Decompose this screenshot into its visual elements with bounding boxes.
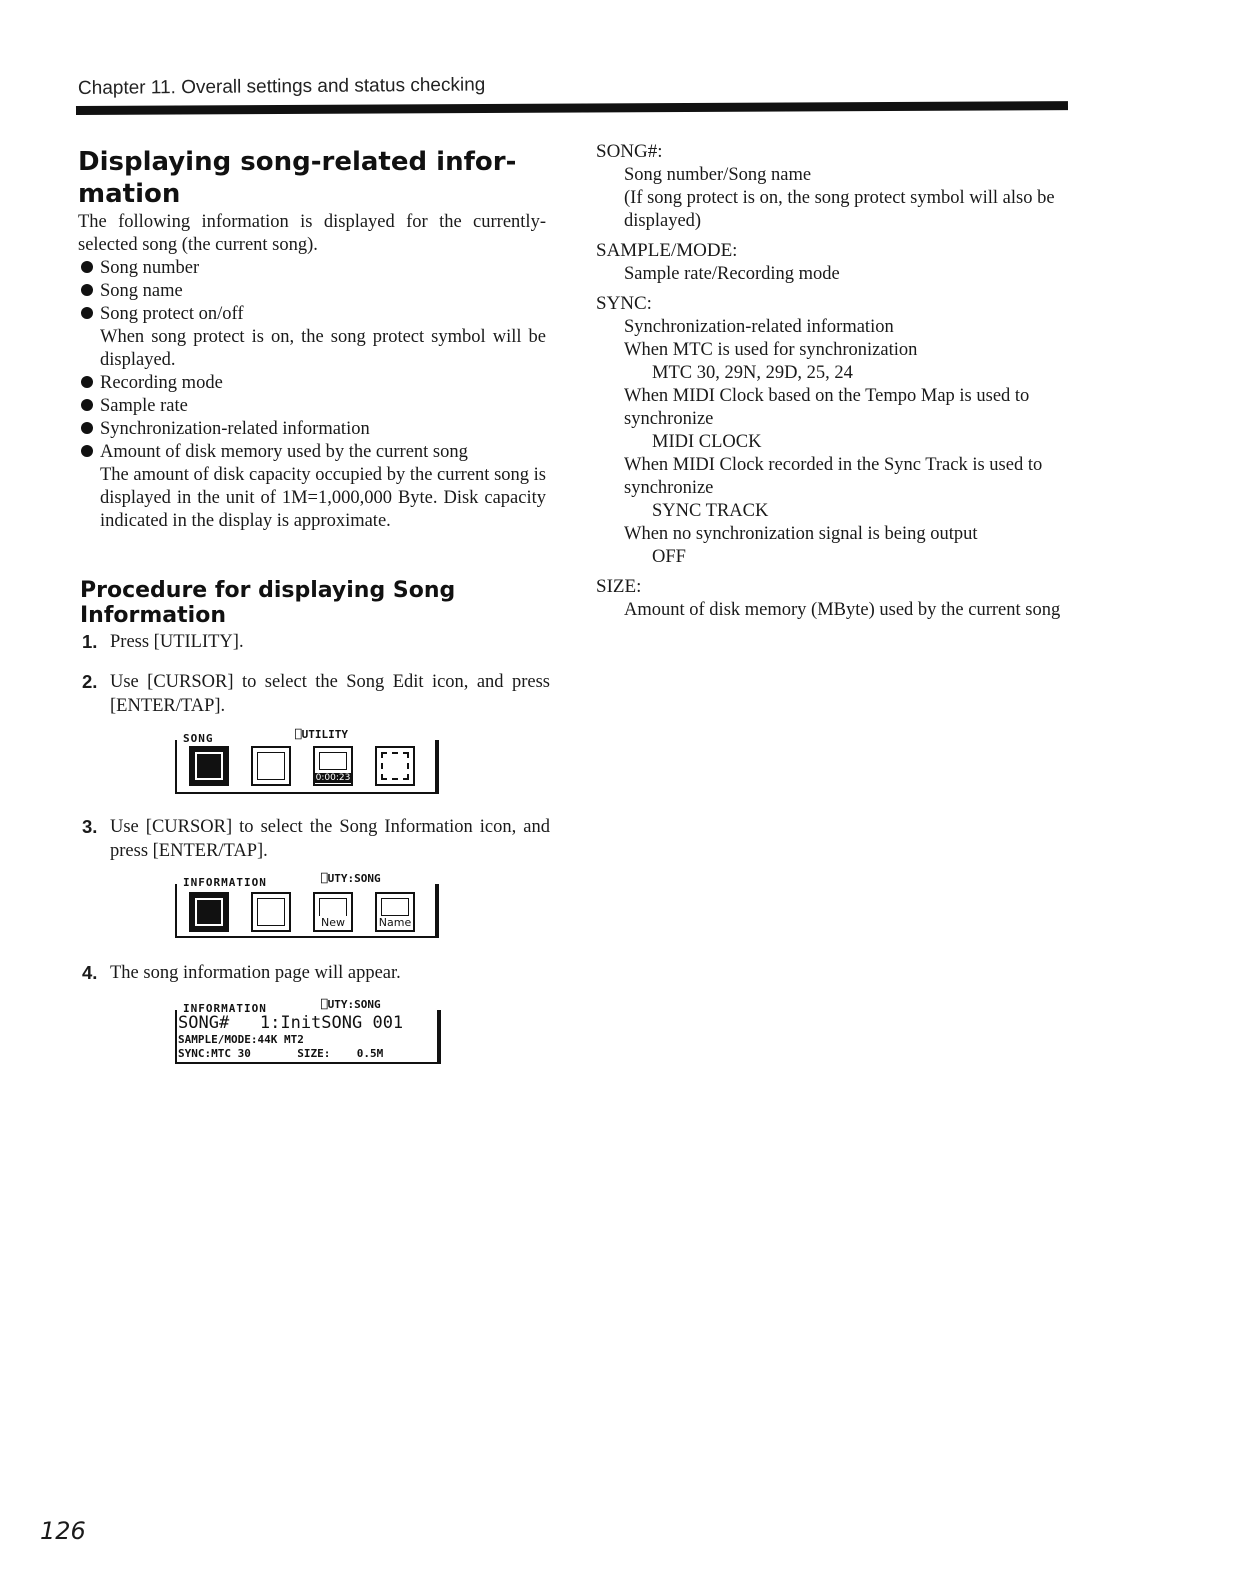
bullet-text: Song protect on/off bbox=[100, 304, 244, 324]
field-description: Synchronization-related information bbox=[624, 317, 894, 337]
field-description: When MIDI Clock based on the Tempo Map is used to synchronize bbox=[624, 386, 1030, 429]
screen-tab: ⎕UTY:SONG bbox=[321, 872, 381, 885]
left-column bbox=[78, 146, 546, 533]
step-text: Press [UTILITY]. bbox=[110, 632, 244, 652]
step-text: Use [CURSOR] to select the Song Information icon, and press [ENTER/TAP]. bbox=[110, 817, 550, 861]
field-description: MIDI CLOCK bbox=[652, 432, 762, 452]
bullet-icon bbox=[78, 441, 100, 533]
song-clock-icon[interactable]: 0:00:23 bbox=[313, 746, 353, 786]
bullet-item bbox=[78, 418, 546, 441]
field-description: SYNC TRACK bbox=[652, 501, 769, 521]
field-label: SONG#: bbox=[596, 141, 663, 162]
bullet-note: The amount of disk capacity occupied by the current song is displayed in the unit of 1M=1,000,000 Byte. Disk capacity indicated in the display is approximate. bbox=[100, 465, 546, 531]
screen-title: INFORMATION bbox=[183, 1002, 267, 1015]
song-name-icon[interactable]: Name bbox=[375, 892, 415, 932]
field-description: When MIDI Clock recorded in the Sync Track is used to synchronize bbox=[624, 455, 1043, 498]
bullet-text: Song number bbox=[100, 258, 200, 278]
sample-mode-line: SAMPLE/MODE:44K MT2 bbox=[178, 1033, 304, 1046]
step-number: 1. bbox=[82, 631, 98, 652]
screen-title: INFORMATION bbox=[183, 876, 267, 889]
step-number: 2. bbox=[82, 671, 98, 692]
song-information-icon[interactable] bbox=[189, 892, 229, 932]
bullet-item bbox=[78, 280, 546, 303]
intro-paragraph: The following information is displayed for the currently-selected song (the current song). bbox=[78, 212, 546, 255]
right-column bbox=[596, 140, 1062, 622]
procedure-section bbox=[80, 578, 550, 628]
field-description: OFF bbox=[652, 547, 686, 567]
bullet-list bbox=[78, 257, 546, 533]
field-label: SIZE: bbox=[596, 576, 642, 597]
step-text: The song information page will appear. bbox=[110, 963, 401, 983]
field-description: Sample rate/Recording mode bbox=[624, 264, 840, 284]
screen-tab: ⎕UTILITY bbox=[295, 728, 348, 741]
bullet-icon bbox=[78, 418, 100, 441]
bullet-text: Song name bbox=[100, 281, 183, 301]
bullet-text: Amount of disk memory used by the current song bbox=[100, 442, 468, 462]
step-1 bbox=[82, 630, 550, 654]
bullet-icon bbox=[78, 303, 100, 372]
bullet-item bbox=[78, 372, 546, 395]
field-label: SYNC: bbox=[596, 293, 652, 314]
step-4 bbox=[82, 961, 550, 985]
bullet-icon bbox=[78, 395, 100, 418]
sync-size-line: SYNC:MTC 30 SIZE: 0.5M bbox=[178, 1047, 384, 1060]
page-number: 126 bbox=[40, 1517, 86, 1545]
screen-tab: ⎕UTY:SONG bbox=[321, 998, 381, 1011]
bullet-note: When song protect is on, the song protect symbol will be displayed. bbox=[100, 327, 546, 370]
song-edit-icon[interactable] bbox=[251, 746, 291, 786]
field-description: (If song protect is on, the song protect symbol will also be displayed) bbox=[624, 188, 1055, 231]
bullet-icon bbox=[78, 280, 100, 303]
bullet-item bbox=[78, 395, 546, 418]
step-3 bbox=[82, 815, 550, 863]
section-heading: Displaying song-related infor- mation bbox=[78, 147, 517, 209]
bullet-text: Recording mode bbox=[100, 373, 223, 393]
step-number: 4. bbox=[82, 962, 98, 983]
running-header: Chapter 11. Overall settings and status checking bbox=[77, 74, 486, 99]
field-description: Song number/Song name bbox=[624, 165, 812, 185]
field-description: MTC 30, 29N, 29D, 25, 24 bbox=[652, 363, 853, 383]
bullet-text: Sample rate bbox=[100, 396, 188, 416]
field-description: When MTC is used for synchronization bbox=[624, 340, 918, 360]
information-screen bbox=[175, 998, 445, 1066]
utility-screen bbox=[175, 728, 441, 794]
bullet-icon bbox=[78, 372, 100, 395]
song-file-icon[interactable] bbox=[189, 746, 229, 786]
step-number: 3. bbox=[82, 816, 98, 837]
field-description: When no synchronization signal is being output bbox=[624, 524, 978, 544]
step-text: Use [CURSOR] to select the Song Edit icon, and press [ENTER/TAP]. bbox=[110, 672, 550, 716]
bullet-icon bbox=[78, 257, 100, 280]
header-rule bbox=[76, 101, 1068, 115]
bullet-item bbox=[78, 257, 546, 280]
screen-title: SONG bbox=[183, 732, 214, 745]
step-2 bbox=[82, 670, 550, 718]
song-number-line: SONG# 1:InitSONG 001 bbox=[178, 1013, 404, 1033]
field-description: Amount of disk memory (MByte) used by the current song bbox=[624, 600, 1061, 620]
song-settings-icon[interactable] bbox=[375, 746, 415, 786]
field-label: SAMPLE/MODE: bbox=[596, 240, 738, 261]
bullet-text: Synchronization-related information bbox=[100, 419, 370, 439]
song-select-icon[interactable] bbox=[251, 892, 291, 932]
bullet-item bbox=[78, 441, 546, 533]
new-song-icon[interactable]: New bbox=[313, 892, 353, 932]
procedure-heading: Procedure for displaying Song Information bbox=[80, 578, 456, 628]
song-menu-screen bbox=[175, 872, 441, 938]
bullet-item bbox=[78, 303, 546, 372]
